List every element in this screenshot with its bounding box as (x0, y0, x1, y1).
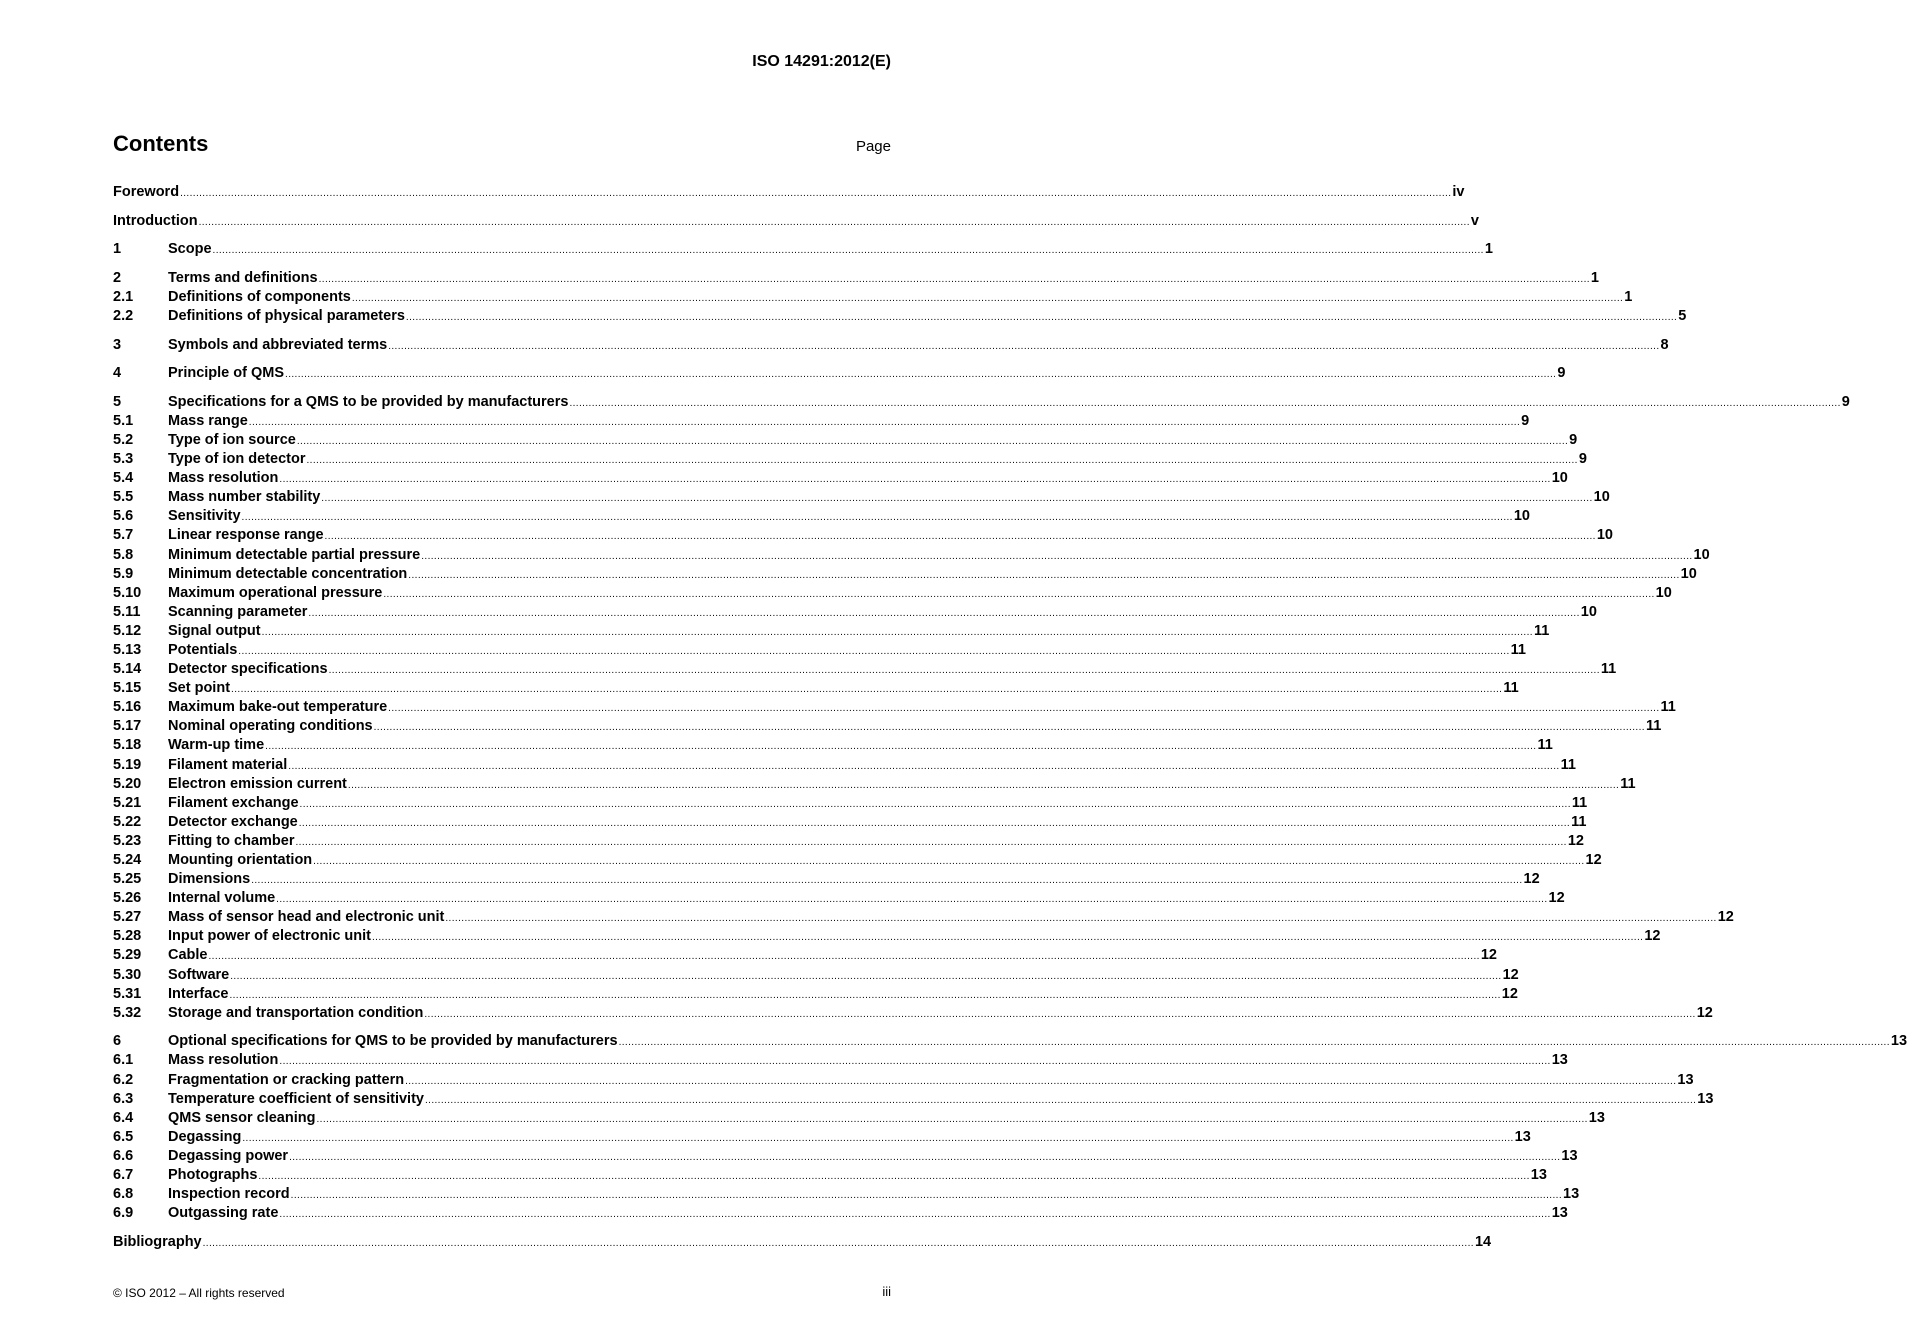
toc-entry[interactable] (113, 212, 1479, 231)
toc-dot-leader: ................................................................................................................................................................................................................................................................................................................................................................................................................ (424, 1094, 1697, 1106)
toc-entry-title: Internal volume (168, 890, 276, 907)
toc-entry-title: Detector specifications (168, 661, 328, 678)
toc-entry-number: 5.11 (113, 603, 141, 620)
toc-entry-number: 2 (113, 269, 122, 286)
toc-entry-number: 5.12 (113, 622, 142, 639)
toc-dot-leader: ................................................................................................................................................................................................................................................................................................................................................................................................................ (618, 1037, 1890, 1049)
toc-entry-page: 11 (1600, 661, 1617, 678)
toc-entry[interactable] (113, 307, 1687, 326)
toc-entry-page: 12 (1567, 832, 1584, 849)
toc-entry[interactable] (113, 736, 1553, 755)
toc-entry-page: 10 (1551, 470, 1568, 487)
toc-entry-page: 11 (1571, 794, 1588, 811)
toc-dot-leader: ................................................................................................................................................................................................................................................................................................................................................................................................................ (445, 913, 1717, 925)
toc-entry-title: Warm-up time (168, 737, 265, 754)
toc-entry-page: 12 (1501, 985, 1518, 1002)
toc-entry[interactable] (113, 431, 1578, 450)
toc-entry-title: Introduction (113, 212, 198, 229)
toc-dot-leader: ................................................................................................................................................................................................................................................................................................................................................................................................................ (279, 474, 1551, 486)
toc-dot-leader: ................................................................................................................................................................................................................................................................................................................................................................................................................ (383, 588, 1655, 600)
toc-entry-number: 6.4 (113, 1109, 134, 1126)
toc-entry-page: 13 (1563, 1186, 1580, 1203)
toc-entry-title: Input power of electronic unit (168, 928, 371, 945)
toc-entry-title: Outgassing rate (168, 1205, 279, 1222)
toc-entry-number: 5.6 (113, 508, 134, 525)
toc-entry[interactable] (113, 269, 1599, 288)
toc-dot-leader: ................................................................................................................................................................................................................................................................................................................................................................................................................ (324, 531, 1596, 543)
toc-entry-title: Detector exchange (168, 813, 298, 830)
toc-entry[interactable] (113, 288, 1633, 307)
toc-entry-page: 1 (1484, 241, 1493, 258)
toc-entry-page: 9 (1841, 393, 1850, 410)
toc-dot-leader: ................................................................................................................................................................................................................................................................................................................................................................................................................ (230, 970, 1502, 982)
toc-entry-title: Signal output (168, 622, 261, 639)
toc-entry-number: 5.23 (113, 832, 142, 849)
toc-dot-leader: ................................................................................................................................................................................................................................................................................................................................................................................................................ (279, 1209, 1551, 1221)
toc-entry-number: 2.2 (113, 307, 134, 324)
toc-entry-number: 5.2 (113, 431, 134, 448)
toc-entry[interactable] (113, 870, 1540, 889)
toc-dot-leader: ................................................................................................................................................................................................................................................................................................................................................................................................................ (212, 245, 1484, 257)
toc-dot-leader: ................................................................................................................................................................................................................................................................................................................................................................................................................ (258, 1171, 1530, 1182)
contents-title: Contents (113, 131, 209, 156)
toc-entry[interactable] (113, 488, 1610, 507)
toc-entry[interactable] (113, 364, 1566, 383)
toc-entry-title: Electron emission current (168, 775, 347, 792)
toc-entry-number: 5.9 (113, 565, 134, 582)
toc-entry-number: 5.5 (113, 489, 134, 506)
toc-entry-page: 12 (1480, 947, 1497, 964)
toc-dot-leader: ................................................................................................................................................................................................................................................................................................................................................................................................................ (316, 1113, 1588, 1125)
toc-entry-number: 5.29 (113, 947, 142, 964)
toc-entry[interactable] (113, 1051, 1568, 1070)
toc-entry-title: Sensitivity (168, 508, 241, 525)
toc-entry-title: Bibliography (113, 1233, 202, 1250)
document-id: ISO 14291:2012(E) (752, 53, 891, 70)
toc-entry[interactable] (113, 1004, 1713, 1023)
toc-entry-number: 5.22 (113, 813, 142, 830)
toc-entry-page: 12 (1502, 966, 1519, 983)
toc-entry[interactable] (113, 660, 1617, 679)
toc-entry-title: Symbols and abbreviated terms (168, 336, 388, 353)
page-number: iii (882, 1284, 891, 1299)
toc-dot-leader: ................................................................................................................................................................................................................................................................................................................................................................................................................ (208, 951, 1480, 963)
toc-entry[interactable] (113, 565, 1697, 584)
toc-entry-title: Software (168, 966, 230, 983)
toc-entry-title: Definitions of physical parameters (168, 307, 405, 324)
toc-entry-number: 6.3 (113, 1090, 134, 1107)
toc-entry-number: 5.15 (113, 680, 142, 697)
toc-entry-number: 5.20 (113, 775, 142, 792)
toc-entry-page: 13 (1514, 1128, 1531, 1145)
toc-entry-page: 11 (1503, 680, 1519, 697)
toc-dot-leader: ................................................................................................................................................................................................................................................................................................................................................................................................................ (373, 722, 1645, 734)
toc-entry-number: 5.32 (113, 1004, 142, 1021)
toc-entry-number: 5.17 (113, 718, 142, 735)
toc-entry[interactable] (113, 450, 1587, 469)
toc-entry-page: 9 (1569, 431, 1578, 448)
toc-entry-title: Fragmentation or cracking pattern (168, 1071, 405, 1088)
toc-entry-title: Temperature coefficient of sensitivity (168, 1090, 424, 1107)
toc-entry-page: 9 (1557, 365, 1566, 382)
toc-dot-leader: ................................................................................................................................................................................................................................................................................................................................................................................................................ (279, 1056, 1551, 1068)
toc-dot-leader: ................................................................................................................................................................................................................................................................................................................................................................................................................ (424, 1008, 1696, 1020)
toc-entry-number: 6.9 (113, 1205, 134, 1222)
toc-entry-title: Degassing power (168, 1147, 289, 1164)
toc-dot-leader: ................................................................................................................................................................................................................................................................................................................................................................................................................ (328, 665, 1600, 677)
toc-entry-page: 12 (1523, 871, 1540, 888)
toc-dot-leader: ................................................................................................................................................................................................................................................................................................................................................................................................................ (198, 216, 1470, 228)
toc-entry-title: Minimum detectable concentration (168, 565, 408, 582)
toc-entry-page: 11 (1571, 813, 1587, 830)
toc-entry-page: 10 (1693, 546, 1710, 563)
toc-entry-number: 5.1 (113, 412, 134, 429)
toc-entry[interactable] (113, 546, 1710, 565)
toc-entry-page: 10 (1580, 603, 1597, 620)
toc-entry-title: Minimum detectable partial pressure (168, 546, 421, 563)
toc-entry[interactable] (113, 717, 1662, 736)
toc-entry-page: 13 (1551, 1205, 1568, 1222)
toc-entry-number: 4 (113, 365, 122, 382)
toc-entry-page: 13 (1697, 1090, 1714, 1107)
toc-entry[interactable] (113, 832, 1584, 851)
toc-entry-number: 5.19 (113, 756, 142, 773)
toc-entry-title: Interface (168, 985, 229, 1002)
toc-entry-title: Photographs (168, 1167, 258, 1183)
toc-entry-number: 6.5 (113, 1128, 134, 1145)
toc-dot-leader: ................................................................................................................................................................................................................................................................................................................................................................................................................ (238, 645, 1510, 657)
toc-entry-title: Terms and definitions (168, 269, 318, 286)
toc-entry-number: 5.4 (113, 470, 134, 487)
toc-entry-title: Filament material (168, 756, 288, 773)
toc-entry-page: 11 (1560, 756, 1576, 773)
toc-dot-leader: ................................................................................................................................................................................................................................................................................................................................................................................................................ (288, 760, 1560, 772)
toc-entry-page: 10 (1655, 584, 1672, 601)
toc-entry-page: 9 (1521, 412, 1530, 429)
toc-entry-number: 6.7 (113, 1167, 134, 1183)
toc-entry-page: 12 (1548, 890, 1565, 907)
toc-entry-title: Linear response range (168, 527, 324, 544)
toc-entry-number: 5.10 (113, 584, 142, 601)
toc-dot-leader: ................................................................................................................................................................................................................................................................................................................................................................................................................ (306, 455, 1578, 467)
toc-entry-title: Mass resolution (168, 470, 279, 487)
toc-entry-page: 8 (1660, 336, 1669, 353)
toc-entry-page: 13 (1561, 1147, 1578, 1164)
toc-dot-leader: ................................................................................................................................................................................................................................................................................................................................................................................................................ (318, 273, 1590, 285)
toc-dot-leader: ................................................................................................................................................................................................................................................................................................................................................................................................................ (421, 550, 1693, 562)
toc-entry-number: 3 (113, 336, 122, 353)
toc-dot-leader: ................................................................................................................................................................................................................................................................................................................................................................................................................ (298, 817, 1571, 829)
toc-dot-leader: ................................................................................................................................................................................................................................................................................................................................................................................................................ (241, 512, 1513, 524)
toc-entry[interactable] (113, 183, 1465, 202)
toc-entry[interactable] (113, 985, 1518, 1004)
toc-entry[interactable] (113, 1109, 1605, 1128)
toc-entry-number: 6.8 (113, 1186, 134, 1203)
toc-entry[interactable] (113, 889, 1565, 908)
toc-entry-number: 5.24 (113, 852, 142, 868)
toc-dot-leader: ................................................................................................................................................................................................................................................................................................................................................................................................................ (251, 875, 1523, 887)
toc-entry-page: 13 (1588, 1109, 1605, 1126)
toc-entry[interactable] (113, 813, 1587, 832)
toc-entry-page: 1 (1624, 288, 1633, 305)
toc-entry-title: Potentials (168, 641, 238, 658)
toc-entry-title: Storage and transportation condition (168, 1004, 424, 1021)
toc-entry-number: 5.31 (113, 985, 142, 1002)
toc-dot-leader: ................................................................................................................................................................................................................................................................................................................................................................................................................ (248, 416, 1521, 428)
toc-entry-number: 5.27 (113, 909, 142, 926)
toc-entry[interactable] (113, 412, 1530, 431)
toc-entry-title: Inspection record (168, 1186, 290, 1203)
toc-entry-page: 11 (1533, 622, 1550, 639)
toc-entry[interactable] (113, 966, 1519, 985)
toc-entry[interactable] (113, 1032, 1907, 1051)
toc-entry-number: 6.2 (113, 1071, 134, 1088)
toc-entry-page: 11 (1510, 641, 1526, 658)
toc-entry-page: 14 (1474, 1233, 1492, 1250)
toc-dot-leader: ................................................................................................................................................................................................................................................................................................................................................................................................................ (299, 798, 1571, 810)
toc-dot-leader: ................................................................................................................................................................................................................................................................................................................................................................................................................ (289, 1151, 1561, 1163)
toc-entry-page: 12 (1585, 852, 1602, 868)
toc-entry[interactable] (113, 794, 1588, 813)
toc-entry-title: Mass resolution (168, 1052, 279, 1069)
toc-entry-number: 6 (113, 1033, 122, 1050)
toc-entry[interactable] (113, 756, 1576, 775)
toc-entry-number: 5.8 (113, 546, 134, 563)
toc-entry-page: 11 (1537, 737, 1553, 754)
toc-entry-title: Cable (168, 947, 208, 964)
toc-entry-number: 5 (113, 393, 122, 410)
toc-entry-number: 5.14 (113, 661, 142, 678)
toc-entry-page: 13 (1677, 1071, 1694, 1088)
toc-entry-number: 1 (113, 241, 122, 258)
toc-entry[interactable] (113, 240, 1493, 259)
toc-entry[interactable] (113, 469, 1568, 488)
toc-dot-leader: ................................................................................................................................................................................................................................................................................................................................................................................................................ (408, 569, 1680, 581)
toc-dot-leader: ................................................................................................................................................................................................................................................................................................................................................................................................................ (276, 894, 1548, 906)
toc-entry[interactable] (113, 336, 1669, 355)
toc-entry-title: Optional specifications for QMS to be provided by manufacturers (168, 1033, 618, 1050)
toc-dot-leader: ................................................................................................................................................................................................................................................................................................................................................................................................................ (231, 684, 1503, 696)
toc-dot-leader: ................................................................................................................................................................................................................................................................................................................................................................................................................ (229, 989, 1501, 1001)
toc-entry-title: Degassing (168, 1128, 242, 1145)
toc-entry[interactable] (113, 1147, 1578, 1166)
toc-entry-title: Dimensions (168, 871, 251, 888)
toc-dot-leader: ................................................................................................................................................................................................................................................................................................................................................................................................................ (347, 779, 1620, 791)
copyright-notice: © ISO 2012 – All rights reserved (113, 1286, 285, 1300)
toc-entry-page: v (1470, 212, 1479, 229)
toc-entry-number: 5.13 (113, 641, 142, 658)
toc-entry[interactable] (113, 641, 1526, 660)
toc-entry-title: Foreword (113, 184, 180, 200)
toc-dot-leader: ................................................................................................................................................................................................................................................................................................................................................................................................................ (308, 607, 1580, 619)
toc-entry-page: 9 (1578, 451, 1587, 468)
toc-entry-title: Scope (168, 241, 212, 258)
toc-dot-leader: ................................................................................................................................................................................................................................................................................................................................................................................................................ (321, 493, 1593, 505)
toc-dot-leader: ................................................................................................................................................................................................................................................................................................................................................................................................................ (261, 626, 1533, 638)
toc-entry-number: 5.25 (113, 871, 142, 888)
toc-entry-title: Mass number stability (168, 489, 321, 506)
toc-entry-page: iv (1452, 184, 1465, 200)
toc-entry-number: 5.18 (113, 737, 142, 754)
toc-entry-number: 5.16 (113, 699, 142, 716)
toc-entry-page: 10 (1513, 508, 1530, 525)
toc-dot-leader: ................................................................................................................................................................................................................................................................................................................................................................................................................ (351, 292, 1624, 304)
toc-entry-number: 5.21 (113, 794, 142, 811)
toc-entry-number: 6.6 (113, 1147, 134, 1164)
toc-entry-title: Fitting to chamber (168, 832, 295, 849)
toc-entry-page: 12 (1717, 909, 1734, 926)
toc-entry-number: 2.1 (113, 288, 134, 305)
toc-dot-leader: ................................................................................................................................................................................................................................................................................................................................................................................................................ (388, 340, 1660, 352)
toc-entry[interactable] (113, 927, 1661, 946)
toc-entry[interactable] (113, 584, 1672, 603)
toc-entry-number: 5.30 (113, 966, 142, 983)
table-of-contents (113, 183, 1907, 1252)
toc-entry[interactable] (113, 946, 1497, 965)
toc-entry-page: 13 (1890, 1033, 1907, 1050)
toc-entry-page: 5 (1678, 307, 1687, 324)
toc-entry[interactable] (113, 851, 1602, 870)
toc-entry-title: Filament exchange (168, 794, 299, 811)
toc-entry-title: Definitions of components (168, 288, 351, 305)
toc-entry-page: 12 (1696, 1004, 1713, 1021)
toc-entry-title: Set point (168, 680, 231, 697)
toc-entry-title: Specifications for a QMS to be provided by manufacturers (168, 393, 569, 410)
toc-entry-title: Mass range (168, 412, 248, 429)
toc-entry[interactable] (113, 1128, 1531, 1147)
toc-dot-leader: ................................................................................................................................................................................................................................................................................................................................................................................................................ (265, 741, 1537, 753)
toc-entry[interactable] (113, 775, 1636, 794)
toc-entry[interactable] (113, 698, 1676, 717)
toc-entry-number: 5.26 (113, 890, 142, 907)
page-column-label: Page (855, 138, 891, 155)
toc-dot-leader: ................................................................................................................................................................................................................................................................................................................................................................................................................ (372, 932, 1644, 944)
toc-entry-page: 12 (1644, 928, 1661, 945)
toc-entry[interactable] (113, 1166, 1547, 1185)
toc-dot-leader: ................................................................................................................................................................................................................................................................................................................................................................................................................ (285, 369, 1557, 381)
toc-entry[interactable] (113, 622, 1550, 641)
toc-dot-leader: ................................................................................................................................................................................................................................................................................................................................................................................................................ (313, 856, 1585, 867)
toc-entry-page: 11 (1620, 775, 1636, 792)
toc-entry-page: 10 (1680, 565, 1697, 582)
toc-entry-number: 5.3 (113, 451, 134, 468)
toc-dot-leader: ................................................................................................................................................................................................................................................................................................................................................................................................................ (180, 188, 1452, 199)
toc-dot-leader: ................................................................................................................................................................................................................................................................................................................................................................................................................ (569, 397, 1841, 409)
toc-entry[interactable] (113, 1233, 1492, 1252)
toc-dot-leader: ................................................................................................................................................................................................................................................................................................................................................................................................................ (388, 703, 1660, 715)
toc-entry-page: 10 (1593, 489, 1610, 506)
toc-entry-page: 11 (1645, 718, 1662, 735)
toc-entry[interactable] (113, 603, 1597, 622)
toc-entry-title: Nominal operating conditions (168, 718, 373, 735)
toc-dot-leader: ................................................................................................................................................................................................................................................................................................................................................................................................................ (295, 836, 1567, 848)
toc-dot-leader: ................................................................................................................................................................................................................................................................................................................................................................................................................ (296, 435, 1569, 447)
toc-entry-title: Maximum bake-out temperature (168, 699, 388, 716)
toc-entry-title: QMS sensor cleaning (168, 1109, 316, 1126)
toc-entry-page: 11 (1660, 699, 1676, 716)
toc-entry-page: 13 (1530, 1167, 1547, 1183)
toc-dot-leader: ................................................................................................................................................................................................................................................................................................................................................................................................................ (405, 1075, 1677, 1087)
toc-entry-title: Type of ion source (168, 431, 296, 448)
toc-entry-title: Principle of QMS (168, 365, 285, 382)
toc-dot-leader: ................................................................................................................................................................................................................................................................................................................................................................................................................ (405, 311, 1678, 323)
toc-entry[interactable] (113, 1204, 1568, 1223)
toc-dot-leader: ................................................................................................................................................................................................................................................................................................................................................................................................................ (202, 1237, 1474, 1249)
toc-entry-number: 5.28 (113, 928, 142, 945)
toc-entry-number: 5.7 (113, 527, 134, 544)
toc-entry-title: Mounting orientation (168, 852, 313, 868)
toc-entry-number: 6.1 (113, 1052, 134, 1069)
toc-dot-leader: ................................................................................................................................................................................................................................................................................................................................................................................................................ (290, 1190, 1562, 1202)
toc-entry[interactable] (113, 526, 1613, 545)
toc-entry-title: Type of ion detector (168, 451, 306, 468)
toc-entry[interactable] (113, 1185, 1580, 1204)
toc-entry-page: 1 (1590, 269, 1599, 286)
toc-entry[interactable] (113, 507, 1530, 526)
toc-entry-page: 13 (1551, 1052, 1568, 1069)
toc-entry[interactable] (113, 679, 1519, 698)
toc-entry[interactable] (113, 393, 1850, 412)
toc-entry-title: Scanning parameter (168, 603, 308, 620)
toc-entry[interactable] (113, 1090, 1714, 1109)
toc-entry[interactable] (113, 908, 1734, 927)
toc-dot-leader: ................................................................................................................................................................................................................................................................................................................................................................................................................ (242, 1132, 1514, 1144)
toc-entry[interactable] (113, 1071, 1694, 1090)
toc-entry-page: 10 (1596, 527, 1613, 544)
toc-entry-title: Maximum operational pressure (168, 584, 383, 601)
toc-entry-title: Mass of sensor head and electronic unit (168, 909, 445, 926)
